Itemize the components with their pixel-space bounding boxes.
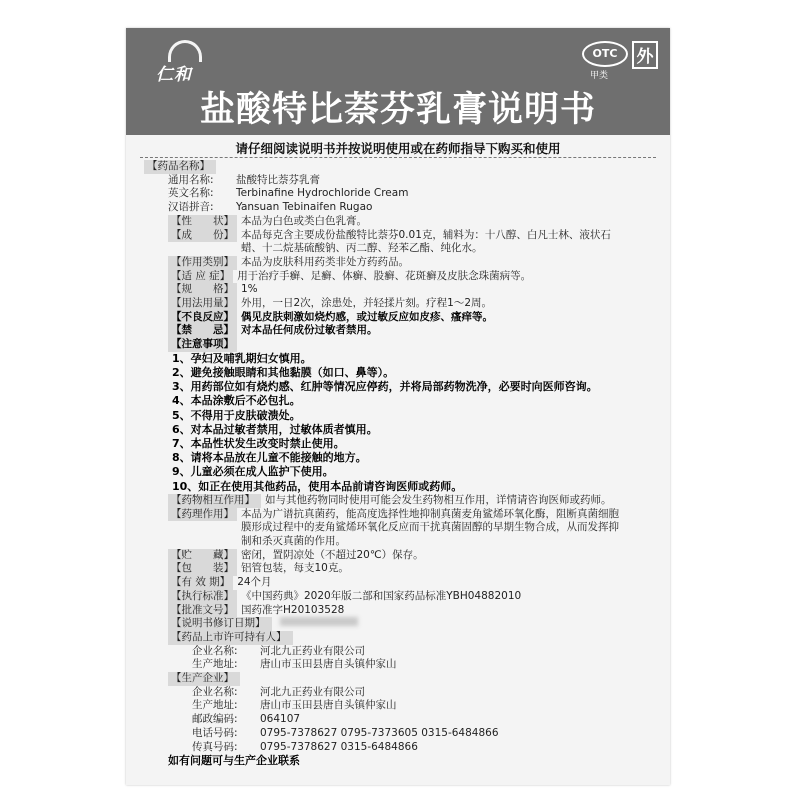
section-label: 【性 状】: [168, 215, 237, 229]
section-value: 24个月: [237, 576, 272, 589]
section-label: 【作用类别】: [168, 256, 237, 270]
field-label: 传真号码:: [192, 740, 238, 753]
section-label: 【有 效 期】: [168, 576, 233, 590]
section-approval: [144, 604, 656, 618]
section-contraindications: [144, 324, 656, 338]
mfr-address-row: [144, 699, 656, 713]
section-label: 【执行标准】: [168, 590, 237, 604]
section-label: 【禁 忌】: [168, 324, 237, 338]
field-label: 汉语拼音:: [168, 201, 214, 214]
pharmacology-line-3: 制和杀灭真菌的作用。: [241, 534, 346, 547]
precaution-item: 10、如正在使用其他药品，使用本品前请咨询医师或药师。: [172, 479, 463, 493]
generic-name: 盐酸特比萘芬乳膏: [236, 173, 320, 186]
section-label: 【不良反应】: [168, 311, 237, 325]
section-value: 《中国药典》2020年版二部和国家药品标准YBH04882010: [241, 589, 522, 602]
leaflet-page: [126, 28, 670, 785]
section-validity: [144, 576, 656, 590]
section-manufacturer: [144, 672, 656, 686]
section-value: 如与其他药物同时使用可能会发生药物相互作用，详情请咨询医师或药师。: [265, 493, 612, 506]
section-label: 【包 装】: [168, 562, 237, 576]
section-mah: [144, 631, 656, 645]
mfr-fax-row: [144, 741, 656, 755]
section-value: 对本品任何成份过敏者禁用。: [241, 324, 378, 337]
precautions-list: [144, 352, 656, 494]
section-label: 【批准文号】: [168, 604, 237, 618]
section-label: 【贮 藏】: [168, 549, 237, 563]
section-interactions: [144, 494, 656, 508]
section-precautions: [144, 338, 656, 352]
field-label: 企业名称:: [192, 644, 238, 657]
section-label: 【药理作用】: [168, 508, 237, 522]
section-packaging: [144, 562, 656, 576]
field-label: 电话号码:: [192, 726, 238, 739]
brand-name: 仁和: [156, 65, 192, 85]
brand-logo-icon: [168, 40, 202, 62]
section-value: [241, 229, 656, 256]
ingredients-line-2: 蜡、十二烷基硫酸钠、丙二醇、羟苯乙酯、纯化水。: [241, 242, 483, 255]
section-spec: [144, 283, 656, 297]
field-label: 邮政编码:: [192, 713, 238, 726]
section-revision-date: [144, 617, 656, 631]
section-value: 密闭，置阴凉处（不超过20℃）保存。: [241, 548, 424, 561]
precaution-item: 6、对本品过敏者禁用，过敏体质者慎用。: [172, 422, 378, 436]
ingredients-line-1: 本品每克含主要成份盐酸特比萘芬0.01克，辅料为：十八醇、白凡士林、液状石: [241, 228, 611, 241]
field-label: 生产地址:: [192, 658, 238, 671]
precaution-item: 1、孕妇及哺乳期妇女慎用。: [172, 351, 312, 365]
mfr-address: 唐山市玉田县唐自头镇仲家山: [260, 699, 397, 712]
generic-name-row: [144, 174, 656, 188]
section-value: 铝管包装，每支10克。: [241, 562, 349, 575]
precaution-item: 8、请将本品放在儿童不能接触的地方。: [172, 451, 367, 465]
mfr-postcode: 064107: [260, 713, 301, 726]
section-label: 【成 份】: [168, 229, 237, 243]
section-value: 外用，一日2次，涂患处，并轻揉片刻。疗程1～2周。: [241, 297, 493, 310]
leaflet-body: [144, 160, 656, 768]
precaution-item: 9、儿童必须在成人监护下使用。: [172, 465, 334, 479]
section-standard: [144, 590, 656, 604]
otc-class-label: 甲类: [590, 71, 609, 81]
document-title: 盐酸特比萘芬乳膏说明书: [199, 90, 596, 130]
precaution-item: 7、本品性状发生改变时禁止使用。: [172, 437, 345, 451]
mfr-company: 河北九正药业有限公司: [260, 685, 365, 698]
otc-badge: OTC: [582, 41, 628, 67]
precaution-item: 2、避免接触眼睛和其他黏膜（如口、鼻等）。: [172, 366, 395, 380]
section-category: [144, 256, 656, 270]
section-label: 【药物相互作用】: [168, 494, 261, 508]
english-name-row: [144, 187, 656, 201]
field-label: 通用名称:: [168, 173, 214, 186]
section-label: 【用法用量】: [168, 297, 237, 311]
section-indications: [144, 270, 656, 284]
section-storage: [144, 549, 656, 563]
precaution-item: 3、用药部位如有烧灼感、红肿等情况应停药，并将局部药物洗净，必要时向医师咨询。: [172, 380, 598, 394]
section-pharmacology: [144, 508, 656, 549]
section-value: 偶见皮肤刺激如烧灼感，或过敏反应如皮疹、瘙痒等。: [241, 310, 493, 323]
mah-company: 河北九正药业有限公司: [260, 644, 365, 657]
document-subtitle: 请仔细阅读说明书并按说明使用或在药师指导下购买和使用: [235, 141, 561, 156]
section-value: 用于治疗手癣、足癣、体癣、股癣、花斑癣及皮肤念珠菌病等。: [237, 269, 532, 282]
pinyin-name: Yansuan Tebinaifen Rugao: [236, 201, 373, 214]
precaution-item: 4、本品涂敷后不必包扎。: [172, 394, 301, 408]
leaflet-header: [126, 28, 670, 135]
section-ingredients: [144, 229, 656, 256]
section-properties: [144, 215, 656, 229]
field-label: 生产地址:: [192, 699, 238, 712]
pharmacology-line-1: 本品为广谱抗真菌药，能高度选择性地抑制真菌麦角鲨烯环氧化酶，阻断真菌细胞: [241, 507, 619, 520]
section-label: 【药品名称】: [144, 160, 216, 174]
section-label: 【注意事项】: [168, 338, 237, 352]
precaution-item: 5、不得用于皮肤破溃处。: [172, 408, 301, 422]
section-adverse: [144, 311, 656, 325]
section-label: 【说明书修订日期】: [168, 617, 272, 631]
section-label: 【药品上市许可持有人】: [168, 631, 293, 645]
mfr-postcode-row: [144, 713, 656, 727]
english-name: Terbinafine Hydrochloride Cream: [236, 187, 409, 200]
divider: [140, 157, 656, 158]
field-label: 企业名称:: [192, 685, 238, 698]
mah-address: 唐山市玉田县唐自头镇仲家山: [260, 658, 397, 671]
section-drug-name: [144, 160, 656, 174]
section-value: [241, 508, 656, 549]
section-value: 本品为白色或类白色乳膏。: [241, 214, 367, 227]
pharmacology-line-2: 膜形成过程中的麦角鲨烯环氧化反应而干扰真菌固醇的早期生物合成，从而发挥抑: [241, 521, 619, 534]
external-use-mark: 外: [632, 41, 658, 69]
footer-contact-note: 如有问题可与生产企业联系: [168, 754, 300, 768]
section-label: 【规 格】: [168, 283, 237, 297]
mfr-phone: 0795-7378627 0795-7373605 0315-6484866: [260, 726, 499, 739]
section-usage: [144, 297, 656, 311]
section-label: 【生产企业】: [168, 672, 240, 686]
section-value: 国药准字H20103528: [241, 603, 345, 616]
mfr-phone-row: [144, 727, 656, 741]
section-value: 本品为皮肤科用药类非处方药药品。: [241, 255, 409, 268]
mfr-fax: 0795-7378627 0315-6484866: [260, 740, 418, 753]
redacted-date: [280, 617, 358, 626]
section-label: 【适 应 症】: [168, 270, 233, 284]
mfr-company-row: [144, 686, 656, 700]
mah-address-row: [144, 658, 656, 672]
pinyin-name-row: [144, 201, 656, 215]
mah-company-row: [144, 645, 656, 659]
section-value: 1%: [241, 283, 258, 296]
field-label: 英文名称:: [168, 187, 214, 200]
